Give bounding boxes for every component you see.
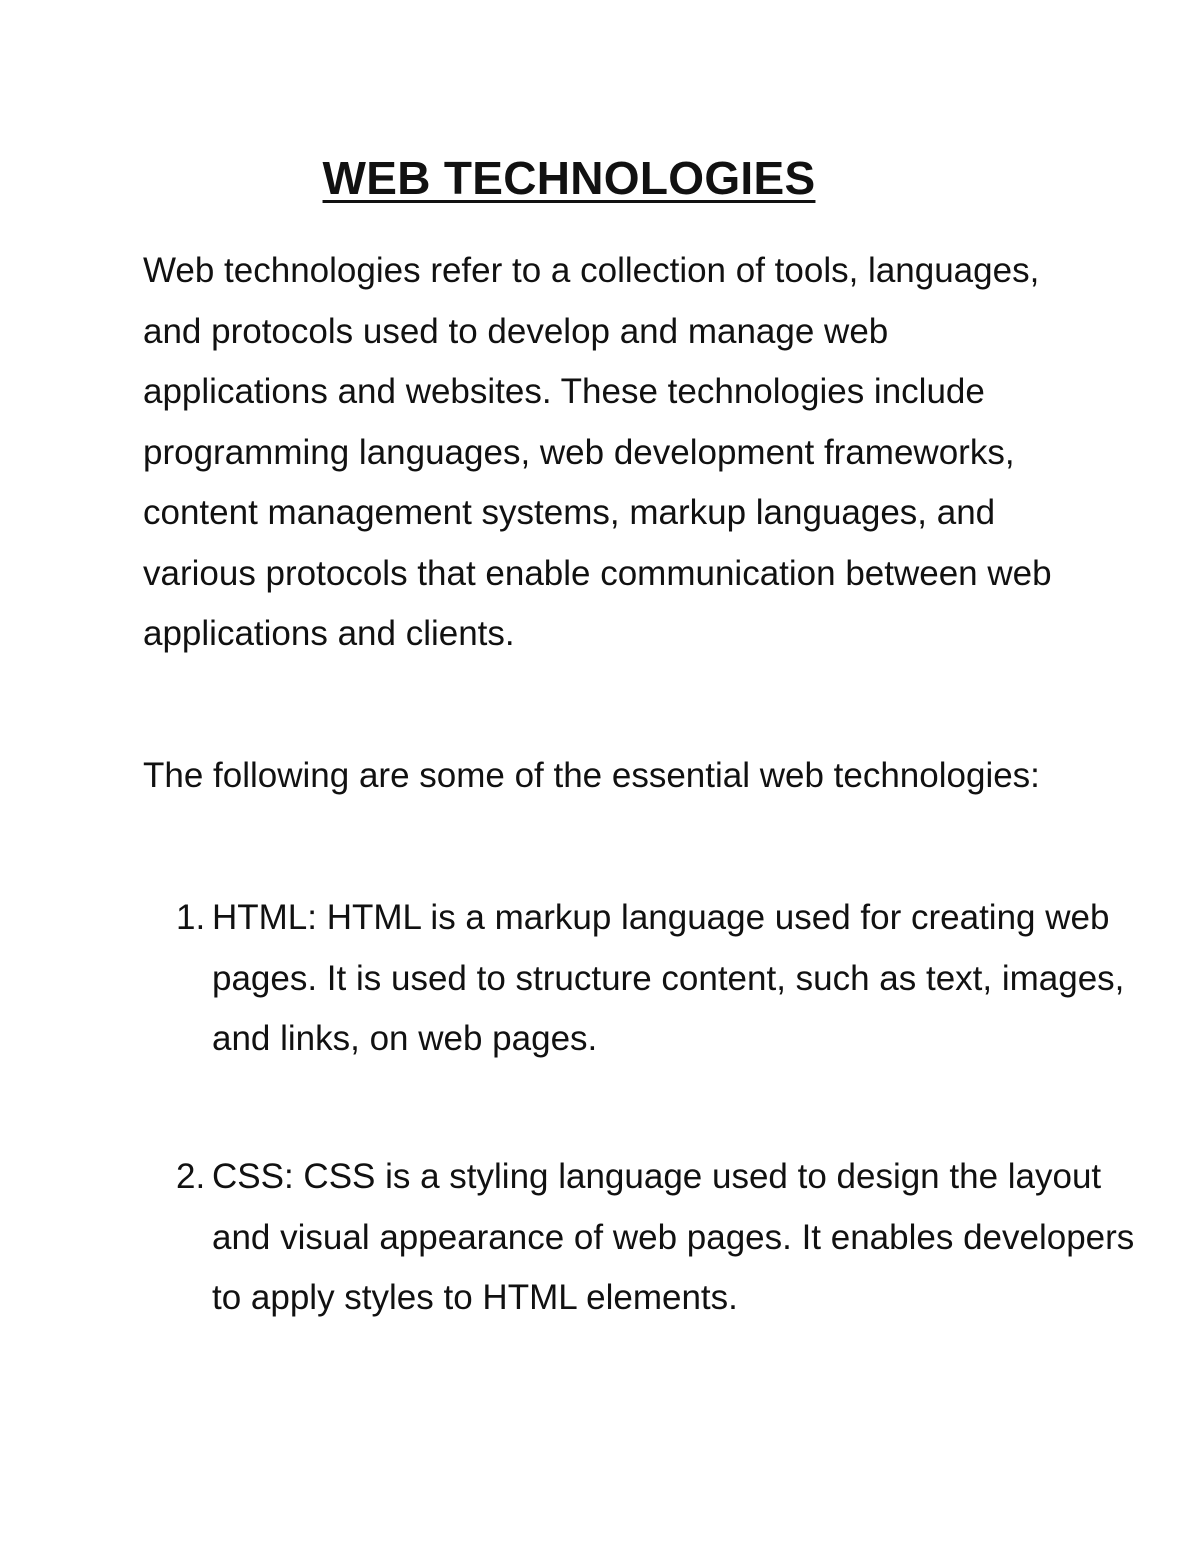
intro-paragraph: Web technologies refer to a collection of tools, languages, and protocols used to develop and manage web applications and websites. These technologies include programming languages, web development frameworks, content management systems, markup languages, and various protocols that enable communication between web applications and clients.: [143, 251, 1052, 653]
list-item: [143, 1147, 1142, 1329]
document-title: WEB TECHNOLOGIES: [322, 152, 816, 204]
list-item-text: HTML: HTML is a markup language used for creating web pages. It is used to structure content, such as text, images, and links, on web pages.: [212, 898, 1125, 1058]
list-item-number: 1.: [176, 898, 206, 937]
list-item: [143, 888, 1142, 1070]
list-intro-paragraph: The following are some of the essential web technologies:: [143, 756, 1040, 795]
list-item-text: CSS: CSS is a styling language used to design the layout and visual appearance of web pages. It enables developers to apply styles to HTML elements.: [212, 1157, 1135, 1317]
list-item-number: 2.: [176, 1157, 206, 1196]
